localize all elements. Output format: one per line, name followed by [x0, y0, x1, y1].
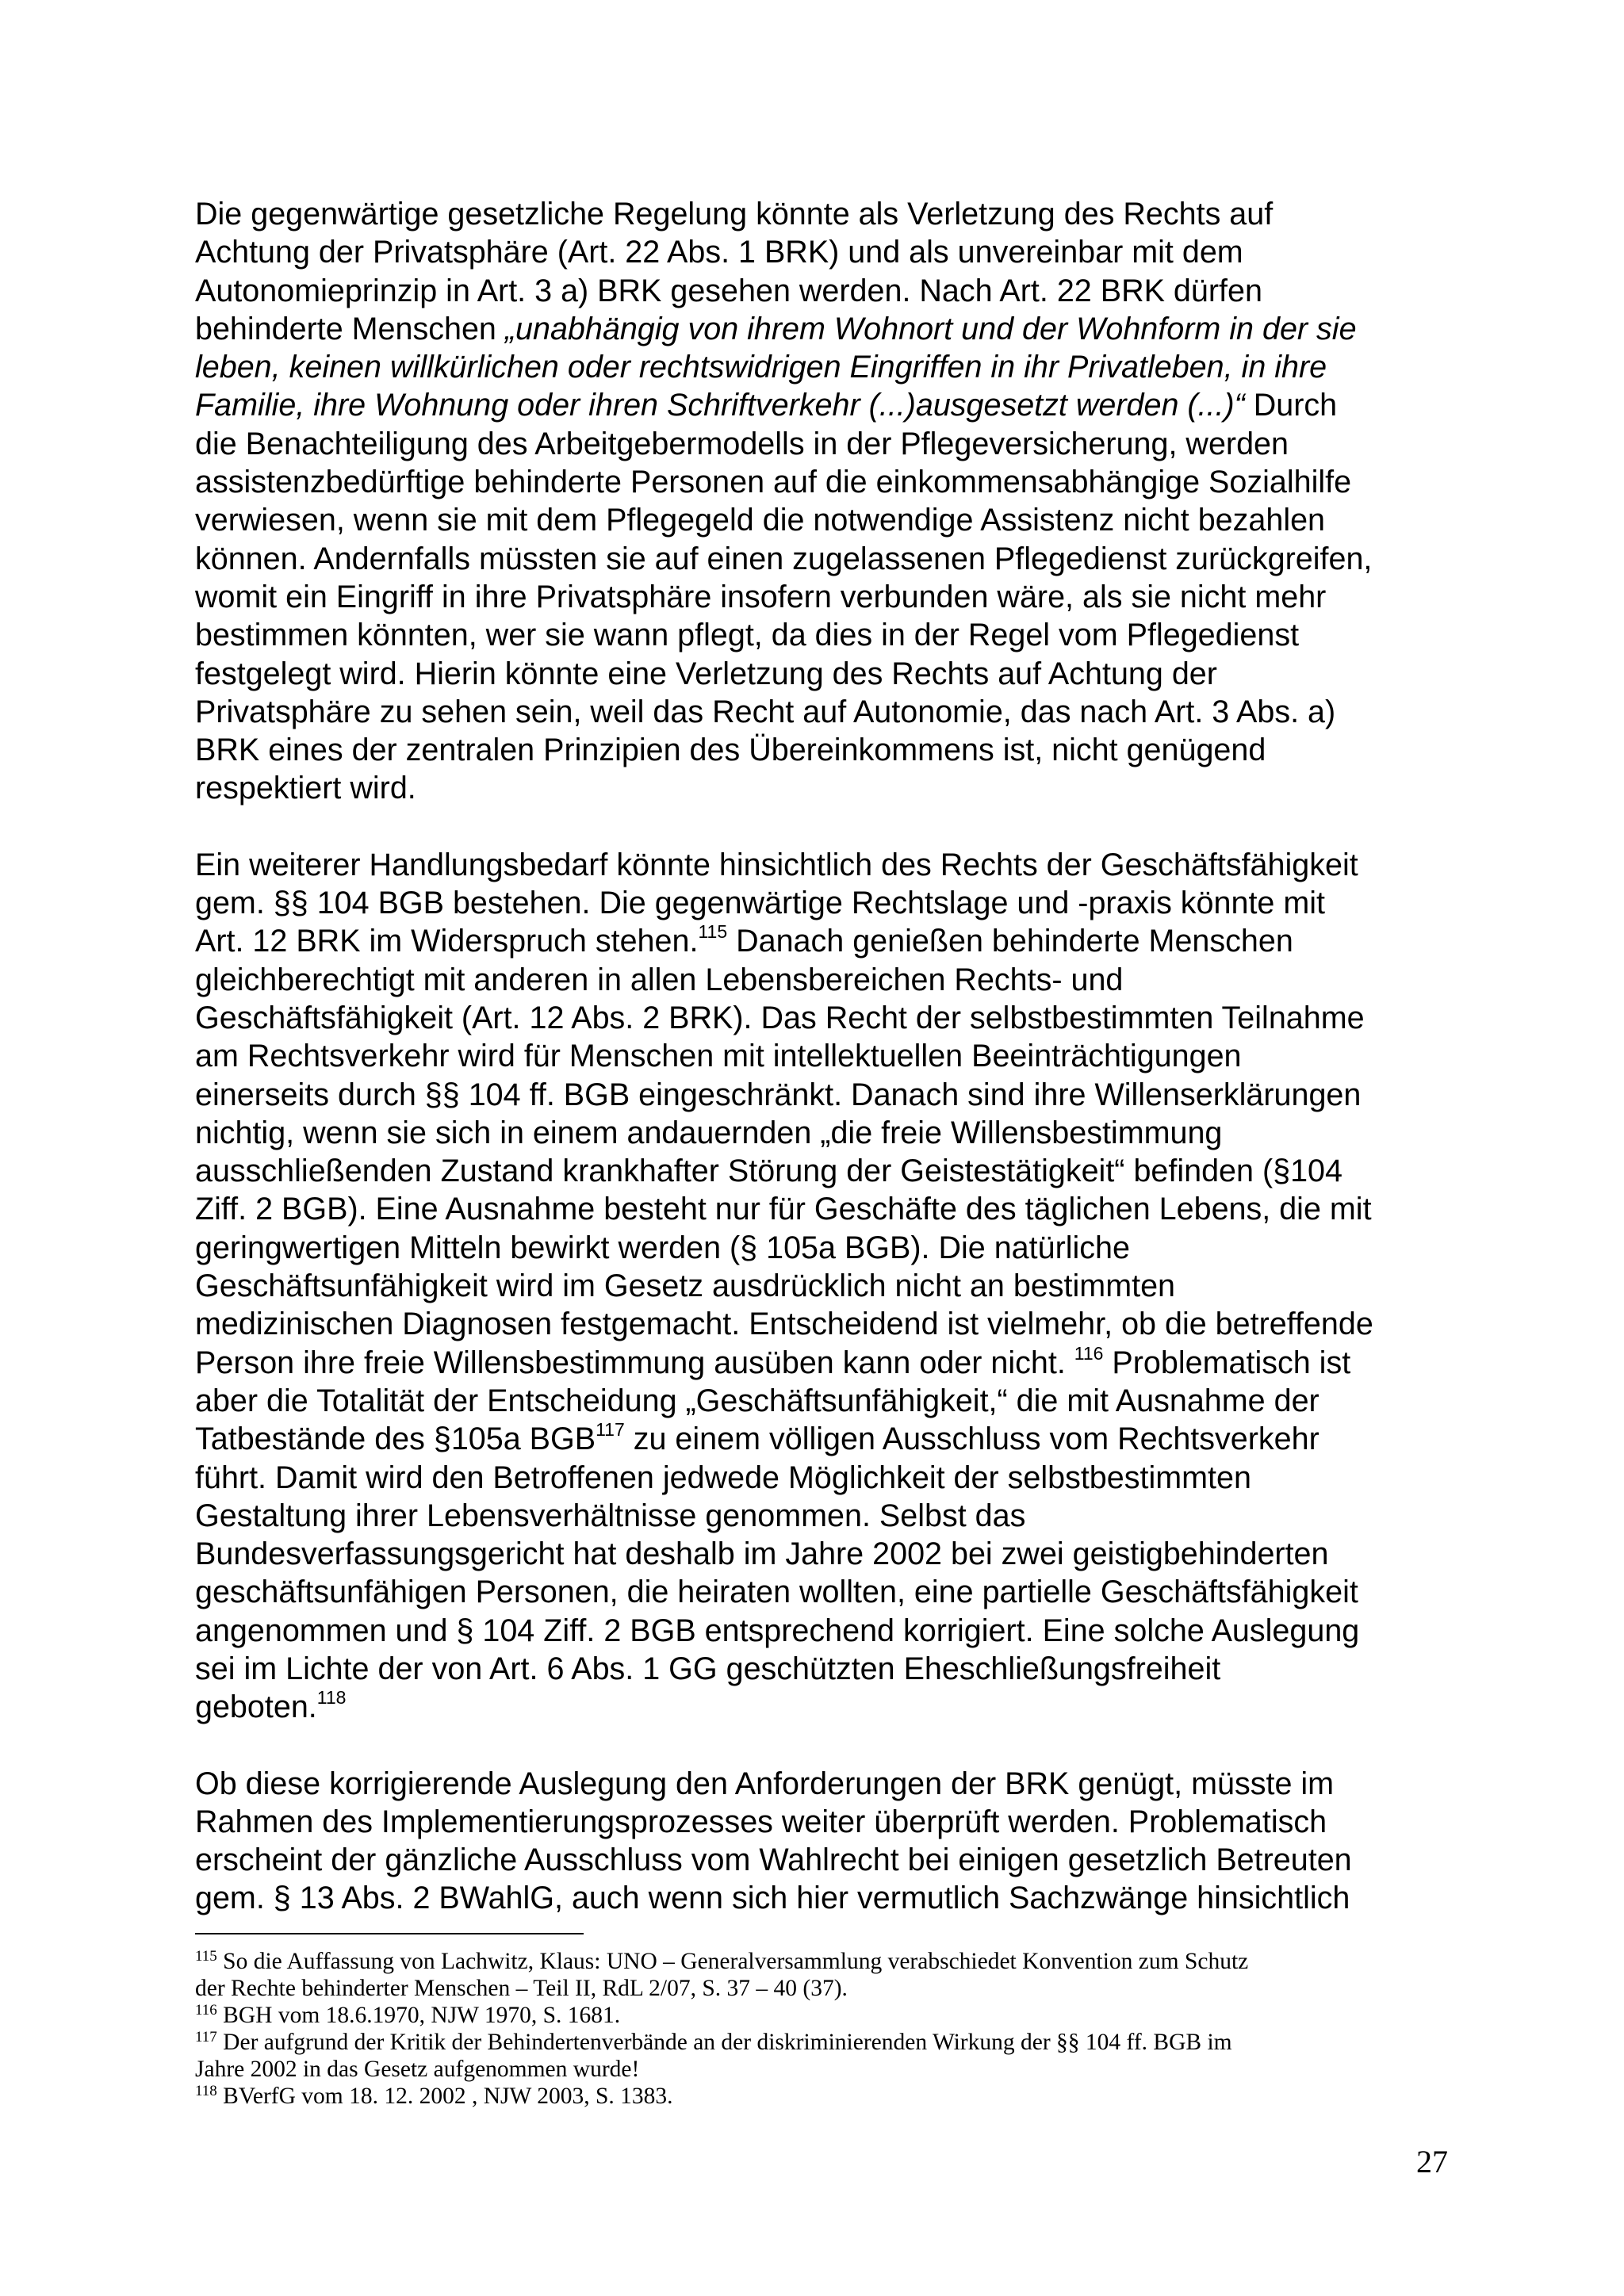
line-text: einerseits durch §§ 104 ff. BGB eingeschränkt. Danach sind ihre Willenserklärungen: [195, 1077, 1362, 1112]
footnote-ref: 118: [316, 1687, 347, 1709]
line-text: Danach genießen behinderte Menschen: [727, 924, 1293, 959]
footnote-number: 118: [195, 2083, 217, 2099]
text-line: [195, 1305, 1448, 1343]
paragraph-legal-capacity: [195, 846, 1448, 1727]
text-line: [195, 1765, 1448, 1803]
footnote-line: [195, 1948, 1448, 1975]
quoted-text: „unabhängig von ihrem Wohnort und der Wohnform in der sie: [504, 311, 1357, 346]
footnote-number: 116: [195, 2002, 217, 2019]
paragraph-privacy: [195, 195, 1448, 808]
text-line: [195, 1535, 1448, 1573]
text-line: [195, 1459, 1448, 1497]
text-line: [195, 884, 1448, 922]
text-line: [195, 1076, 1448, 1114]
text-line: [195, 1267, 1448, 1305]
text-line: [195, 1650, 1448, 1688]
footnote-line: [195, 2056, 1448, 2083]
text-line: [195, 1114, 1448, 1152]
line-text: verwiesen, wenn sie mit dem Pflegegeld die notwendige Assistenz nicht bezahlen: [195, 503, 1326, 538]
text-line: [195, 1344, 1448, 1382]
text-line: [195, 1803, 1448, 1841]
line-text: bestimmen könnten, wer sie wann pflegt, da dies in der Regel vom Pflegedienst: [195, 618, 1300, 653]
line-text: können. Andernfalls müssten sie auf einen zugelassenen Pflegedienst zurückgreifen,: [195, 541, 1373, 576]
footnote-text: BVerfG vom 18. 12. 2002 , NJW 2003, S. 1383.: [216, 2084, 673, 2109]
text-line: [195, 1037, 1448, 1075]
line-text: gleichberechtigt mit anderen in allen Lebensbereichen Rechts- und: [195, 962, 1124, 997]
text-line: [195, 578, 1448, 616]
paragraph-voting-rights: [195, 1765, 1448, 1918]
text-line: [195, 1879, 1448, 1917]
text-line: [195, 233, 1448, 271]
text-line: [195, 922, 1448, 960]
footnote-separator: [195, 1933, 584, 1934]
footnote-line: [195, 1975, 1448, 2002]
line-text: Problematisch ist: [1103, 1345, 1351, 1380]
line-text: Gestaltung ihrer Lebensverhältnisse genommen. Selbst das: [195, 1498, 1026, 1533]
footnote-ref: 117: [596, 1419, 625, 1441]
text-line: [195, 693, 1448, 731]
line-text: Durch: [1244, 388, 1338, 423]
line-text: geboten.: [195, 1689, 317, 1725]
footnote-line: [195, 2002, 1448, 2029]
footnote-text: Der aufgrund der Kritik der Behindertenverbände an der diskriminierenden Wirkung der §§ 104 ff. BGB im: [216, 2030, 1232, 2055]
footnote-number: 117: [195, 2029, 217, 2045]
line-text: Ziff. 2 BGB). Eine Ausnahme besteht nur für Geschäfte des täglichen Lebens, die mit: [195, 1192, 1372, 1227]
line-text: gem. §§ 104 BGB bestehen. Die gegenwärtige Rechtslage und -praxis könnte mit: [195, 886, 1326, 921]
line-text: Bundesverfassungsgericht hat deshalb im Jahre 2002 bei zwei geistigbehinderten: [195, 1536, 1329, 1572]
line-text: angenommen und § 104 Ziff. 2 BGB entsprechend korrigiert. Eine solche Auslegung: [195, 1613, 1360, 1648]
body-text: [195, 195, 1448, 1918]
text-line: [195, 540, 1448, 578]
line-text: respektiert wird.: [195, 771, 416, 806]
footnote-text: BGH vom 18.6.1970, NJW 1970, S. 1681.: [216, 2003, 621, 2028]
line-text: festgelegt wird. Hierin könnte eine Verletzung des Rechts auf Achtung der: [195, 656, 1217, 691]
paragraph-gap: [195, 1727, 1448, 1765]
line-text: geschäftsunfähigen Personen, die heiraten wollten, eine partielle Geschäftsfähigkeit: [195, 1575, 1358, 1610]
line-text: BRK eines der zentralen Prinzipien des Übereinkommens ist, nicht genügend: [195, 733, 1266, 768]
line-text: die Benachteiligung des Arbeitgebermodells in der Pflegeversicherung, werden: [195, 426, 1289, 461]
line-text: Achtung der Privatsphäre (Art. 22 Abs. 1 BRK) und als unvereinbar mit dem: [195, 235, 1243, 270]
text-line: [195, 846, 1448, 884]
quoted-text: Familie, ihre Wohnung oder ihren Schriftverkehr (...)ausgesetzt werden (...)“: [195, 388, 1245, 423]
line-text: Geschäftsfähigkeit (Art. 12 Abs. 2 BRK). Das Recht der selbstbestimmten Teilnahme: [195, 1000, 1365, 1035]
text-line: [195, 1841, 1448, 1879]
text-line: [195, 1497, 1448, 1535]
line-text: ausschließenden Zustand krankhafter Störung der Geistestätigkeit“ befinden (§104: [195, 1154, 1342, 1189]
text-line: [195, 463, 1448, 501]
line-text: gem. § 13 Abs. 2 BWahlG, auch wenn sich hier vermutlich Sachzwänge hinsichtlich: [195, 1881, 1350, 1916]
text-line: [195, 348, 1448, 386]
line-text: aber die Totalität der Entscheidung „Geschäftsunfähigkeit,“ die mit Ausnahme der: [195, 1383, 1320, 1418]
line-text: geringwertigen Mitteln bewirkt werden (§ 105a BGB). Die natürliche: [195, 1230, 1130, 1265]
footnote-line: [195, 2083, 1448, 2110]
footnote-line: [195, 2029, 1448, 2056]
text-line: [195, 1382, 1448, 1420]
text-line: [195, 1152, 1448, 1190]
line-text: Ein weiterer Handlungsbedarf könnte hinsichtlich des Rechts der Geschäftsfähigkeit: [195, 847, 1358, 882]
text-line: [195, 386, 1448, 424]
text-line: [195, 1190, 1448, 1228]
text-line: [195, 425, 1448, 463]
line-text: zu einem völligen Ausschluss vom Rechtsverkehr: [624, 1422, 1320, 1457]
paragraph-gap: [195, 808, 1448, 846]
footnote-text: Jahre 2002 in das Gesetz aufgenommen wurde!: [195, 2057, 640, 2082]
footnote-number: 115: [195, 1948, 217, 1965]
text-line: [195, 501, 1448, 539]
line-text: Geschäftsunfähigkeit wird im Gesetz ausdrücklich nicht an bestimmten: [195, 1269, 1176, 1304]
line-text: sei im Lichte der von Art. 6 Abs. 1 GG geschützten Eheschließungsfreiheit: [195, 1651, 1221, 1686]
quoted-text: leben, keinen willkürlichen oder rechtswidrigen Eingriffen in ihr Privatleben, in ihre: [195, 350, 1327, 385]
line-text: am Rechtsverkehr wird für Menschen mit intellektuellen Beeinträchtigungen: [195, 1039, 1242, 1074]
line-text: medizinischen Diagnosen festgemacht. Entscheidend ist vielmehr, ob die betreffende: [195, 1307, 1373, 1342]
line-text: Autonomieprinzip in Art. 3 a) BRK gesehen werden. Nach Art. 22 BRK dürfen: [195, 273, 1262, 308]
text-line: [195, 310, 1448, 348]
line-text: womit ein Eingriff in ihre Privatsphäre insofern verbunden wäre, als sie nicht mehr: [195, 579, 1327, 614]
text-line: [195, 769, 1448, 807]
line-text: Tatbestände des §105a BGB: [195, 1422, 596, 1457]
line-text: Art. 12 BRK im Widerspruch stehen.: [195, 924, 699, 959]
line-text: führt. Damit wird den Betroffenen jedwede Möglichkeit der selbstbestimmten: [195, 1460, 1251, 1495]
line-text: Die gegenwärtige gesetzliche Regelung könnte als Verletzung des Rechts auf: [195, 197, 1274, 232]
line-text: Privatsphäre zu sehen sein, weil das Recht auf Autonomie, das nach Art. 3 Abs. a): [195, 694, 1336, 729]
text-line: [195, 616, 1448, 654]
text-line: [195, 272, 1448, 310]
line-text: erscheint der gänzliche Ausschluss vom Wahlrecht bei einigen gesetzlich Betreuten: [195, 1843, 1352, 1878]
text-line: [195, 195, 1448, 233]
footnote-ref: 115: [698, 921, 728, 943]
line-text: Rahmen des Implementierungsprozesses weiter überprüft werden. Problematisch: [195, 1804, 1327, 1839]
text-line: [195, 1573, 1448, 1611]
text-line: [195, 731, 1448, 769]
text-line: [195, 961, 1448, 999]
line-text: nichtig, wenn sie sich in einem andauernden „die freie Willensbestimmung: [195, 1115, 1223, 1150]
text-line: [195, 1229, 1448, 1267]
line-text: assistenzbedürftige behinderte Personen auf die einkommensabhängige Sozialhilfe: [195, 465, 1352, 500]
footnote-text: der Rechte behinderter Menschen – Teil II, RdL 2/07, S. 37 – 40 (37).: [195, 1976, 848, 2001]
text-line: [195, 1688, 1448, 1726]
text-line: [195, 1612, 1448, 1650]
line-text: Ob diese korrigierende Auslegung den Anforderungen der BRK genügt, müsste im: [195, 1766, 1335, 1801]
footnotes: [195, 1948, 1448, 2110]
footnote-text: So die Auffassung von Lachwitz, Klaus: UNO – Generalversammlung verabschiedet Konvention zum Schutz: [216, 1949, 1249, 1974]
line-text: behinderte Menschen: [195, 311, 505, 346]
page-number: 27: [1416, 2144, 1448, 2179]
text-line: [195, 999, 1448, 1037]
text-line: [195, 655, 1448, 693]
line-text: Person ihre freie Willensbestimmung ausüben kann oder nicht.: [195, 1345, 1074, 1380]
text-line: [195, 1420, 1448, 1458]
footnote-ref: 116: [1074, 1342, 1104, 1364]
